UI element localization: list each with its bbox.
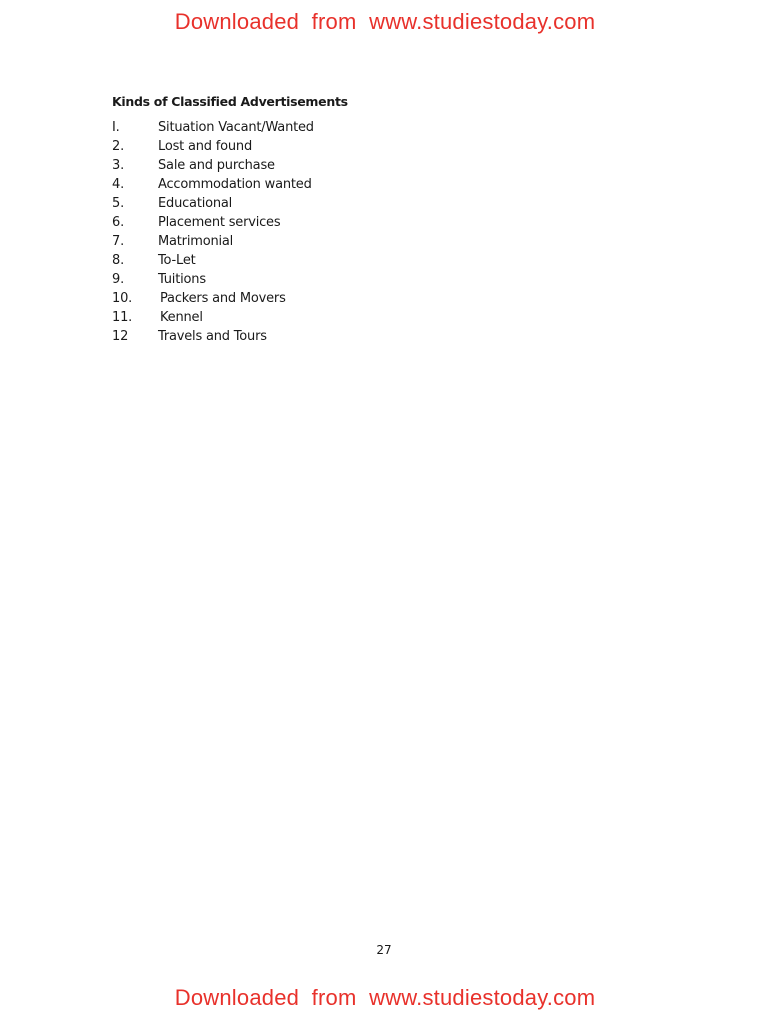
list-item-number: 11. (112, 310, 133, 325)
list-item (112, 270, 432, 289)
list-item (112, 175, 432, 194)
list-item-number: 8. (112, 253, 125, 268)
list-item-text: Accommodation wanted (158, 177, 312, 192)
list-item-text: Lost and found (158, 139, 253, 154)
list-item (112, 251, 432, 270)
advertisement-kinds-list (112, 118, 432, 346)
list-item-number: 5. (112, 196, 125, 211)
watermark-top: Downloaded from www.studiestoday.com (174, 9, 596, 34)
list-item (112, 194, 432, 213)
list-item (112, 156, 432, 175)
watermark-bottom: Downloaded from www.studiestoday.com (174, 985, 596, 1010)
list-item-text: Situation Vacant/Wanted (158, 120, 314, 135)
section-title: Kinds of Classified Advertisements (112, 94, 348, 109)
list-item-text: To-Let (158, 253, 196, 268)
list-item-text: Educational (158, 196, 233, 211)
list-item (112, 137, 432, 156)
list-item (112, 213, 432, 232)
list-item-text: Placement services (158, 215, 281, 230)
list-item-text: Sale and purchase (158, 158, 275, 173)
list-item-number: 12 (112, 329, 129, 344)
list-item-text: Packers and Movers (160, 291, 286, 306)
list-item (112, 232, 432, 251)
list-item-text: Matrimonial (158, 234, 234, 249)
list-item-number: 2. (112, 139, 125, 154)
list-item-number: 9. (112, 272, 125, 287)
list-item-number: 3. (112, 158, 125, 173)
list-item-number: I. (112, 120, 120, 135)
list-item (112, 118, 432, 137)
list-item (112, 308, 432, 327)
list-item-text: Kennel (160, 310, 203, 325)
list-item-text: Tuitions (158, 272, 206, 287)
list-item (112, 327, 432, 346)
list-item-text: Travels and Tours (158, 329, 267, 344)
list-item-number: 6. (112, 215, 125, 230)
list-item-number: 7. (112, 234, 125, 249)
list-item-number: 4. (112, 177, 125, 192)
list-item (112, 289, 432, 308)
list-item-number: 10. (112, 291, 133, 306)
page-number: 27 (376, 943, 392, 957)
